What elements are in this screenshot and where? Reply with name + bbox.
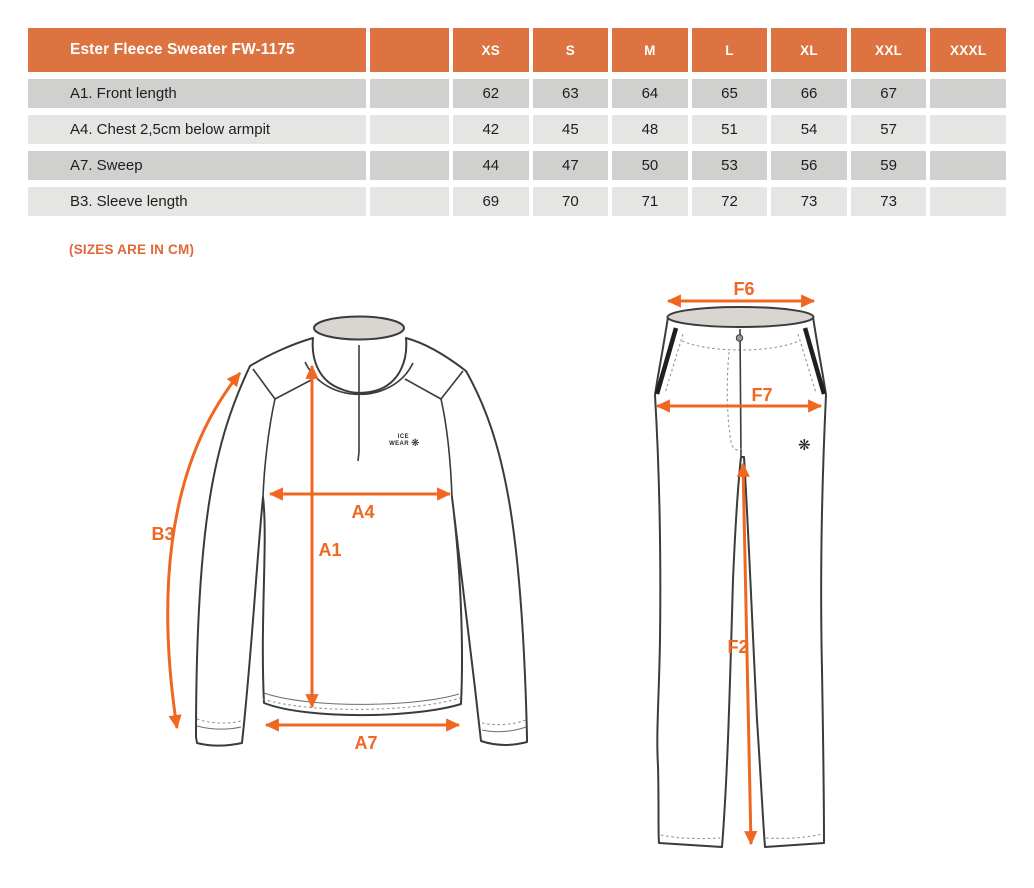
row-label: A7. Sweep [28, 151, 366, 180]
value-cell: 72 [692, 187, 768, 216]
value-cell: 71 [612, 187, 688, 216]
spacer-cell [370, 115, 449, 144]
row-label: B3. Sleeve length [28, 187, 366, 216]
value-cell: 70 [533, 187, 609, 216]
sweater-diagram [151, 317, 527, 754]
value-cell: 67 [851, 79, 927, 108]
size-header-xl: XL [771, 28, 847, 72]
a4-label: A4 [351, 502, 375, 522]
value-cell: 57 [851, 115, 927, 144]
value-cell: 73 [771, 187, 847, 216]
spacer-cell [370, 187, 449, 216]
b3-label: B3 [151, 524, 175, 544]
logo-text-ice: ICE [397, 434, 409, 440]
collar-opening [314, 317, 404, 340]
waist-opening [668, 307, 814, 327]
size-header-m: M [612, 28, 688, 72]
logo-snowflake-icon: ❋ [411, 438, 420, 449]
table-row-chest [28, 115, 1006, 144]
value-cell: 62 [453, 79, 529, 108]
size-header-xxl: XXL [851, 28, 927, 72]
sizes-in-cm-note: (SIZES ARE IN CM) [69, 242, 195, 257]
table-row-front-length [28, 79, 1006, 108]
value-cell: 59 [851, 151, 927, 180]
value-cell: 63 [533, 79, 609, 108]
logo-text-wear: WEAR [389, 441, 409, 447]
f7-label: F7 [751, 385, 773, 405]
value-cell: 50 [612, 151, 688, 180]
fly-center-line [740, 329, 741, 456]
value-cell: 53 [692, 151, 768, 180]
value-cell [930, 115, 1006, 144]
value-cell [930, 79, 1006, 108]
value-cell: 51 [692, 115, 768, 144]
waist-button [736, 335, 742, 341]
row-label: A4. Chest 2,5cm below armpit [28, 115, 366, 144]
spacer-header-cell [370, 28, 449, 72]
value-cell: 69 [453, 187, 529, 216]
value-cell: 44 [453, 151, 529, 180]
a1-label: A1 [318, 540, 342, 560]
size-header-xs: XS [453, 28, 529, 72]
value-cell [930, 151, 1006, 180]
value-cell: 64 [612, 79, 688, 108]
measurement-diagrams [0, 270, 1034, 888]
pants-diagram [655, 279, 826, 847]
size-header-l: L [692, 28, 768, 72]
table-header-row [28, 28, 1006, 72]
table-row-sweep [28, 151, 1006, 180]
value-cell: 54 [771, 115, 847, 144]
value-cell: 45 [533, 115, 609, 144]
product-title: Ester Fleece Sweater FW-1175 [28, 28, 366, 72]
value-cell: 73 [851, 187, 927, 216]
value-cell: 65 [692, 79, 768, 108]
spacer-cell [370, 79, 449, 108]
table-row-sleeve-length [28, 187, 1006, 216]
a7-label: A7 [354, 733, 378, 753]
row-label: A1. Front length [28, 79, 366, 108]
f6-label: F6 [733, 279, 755, 299]
value-cell: 42 [453, 115, 529, 144]
sweater-outline-shape [196, 338, 527, 746]
f2-label: F2 [727, 637, 749, 657]
size-header-xxxl: XXXL [930, 28, 1006, 72]
spacer-cell [370, 151, 449, 180]
value-cell [930, 187, 1006, 216]
value-cell: 56 [771, 151, 847, 180]
size-table [24, 21, 1010, 223]
size-header-s: S [533, 28, 609, 72]
value-cell: 66 [771, 79, 847, 108]
value-cell: 48 [612, 115, 688, 144]
pants-snowflake-icon: ❋ [798, 436, 811, 454]
value-cell: 47 [533, 151, 609, 180]
